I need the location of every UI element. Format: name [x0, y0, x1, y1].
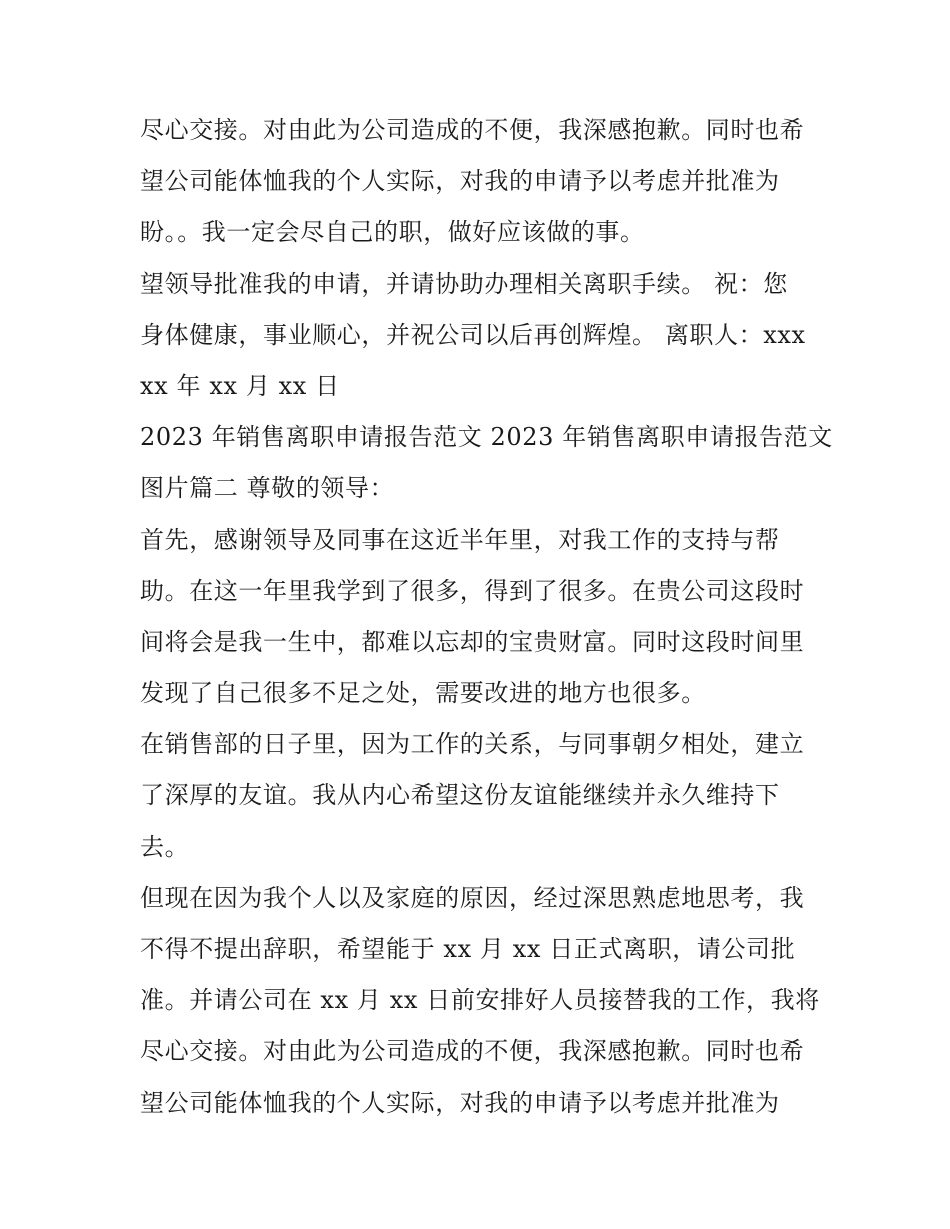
text-line: 在销售部的日子里，因为工作的关系，与同事朝夕相处，建立	[140, 730, 805, 759]
text-line: 身体健康，事业顺心，并祝公司以后再创辉煌。 离职人：xxx	[140, 320, 806, 349]
text-line: 准。并请公司在 xx 月 xx 日前安排好人员接替我的工作，我将	[140, 986, 820, 1015]
text-line: 望公司能体恤我的个人实际，对我的申请予以考虑并批准为	[140, 1088, 780, 1117]
text-line: 了深厚的友谊。我从内心希望这份友谊能继续并永久维持下	[140, 781, 780, 810]
text-line: 尽心交接。对由此为公司造成的不便，我深感抱歉。同时也希	[140, 116, 805, 144]
text-line: 助。在这一年里我学到了很多，得到了很多。在贵公司这段时	[140, 576, 805, 605]
text-line: 盼。。我一定会尽自己的职，做好应该做的事。	[140, 218, 645, 247]
text-line: 望领导批准我的申请，并请协助办理相关离职手续。 祝：您	[140, 269, 788, 298]
text-line: 间将会是我一生中，都难以忘却的宝贵财富。同时这段时间里	[140, 627, 805, 656]
document-body	[140, 105, 833, 1129]
section-title-line: 2023 年销售离职申请报告范文 2023 年销售离职申请报告范文	[140, 423, 833, 452]
text-line: 去。	[140, 832, 190, 861]
text-line: 发现了自己很多不足之处，需要改进的地方也很多。	[140, 679, 706, 708]
text-line: 不得不提出辞职，希望能于 xx 月 xx 日正式离职，请公司批	[140, 935, 796, 963]
text-line: 望公司能体恤我的个人实际，对我的申请予以考虑并批准为	[140, 167, 780, 196]
text-line: 首先，感谢领导及同事在这近半年里，对我工作的支持与帮	[140, 525, 780, 554]
text-line: 但现在因为我个人以及家庭的原因，经过深思熟虑地思考，我	[140, 883, 805, 912]
section-title-line: 图片篇二 尊敬的领导：	[140, 474, 395, 503]
date-line: xx 年 xx 月 xx 日	[140, 371, 340, 400]
text-line: 尽心交接。对由此为公司造成的不便，我深感抱歉。同时也希	[140, 1037, 805, 1066]
